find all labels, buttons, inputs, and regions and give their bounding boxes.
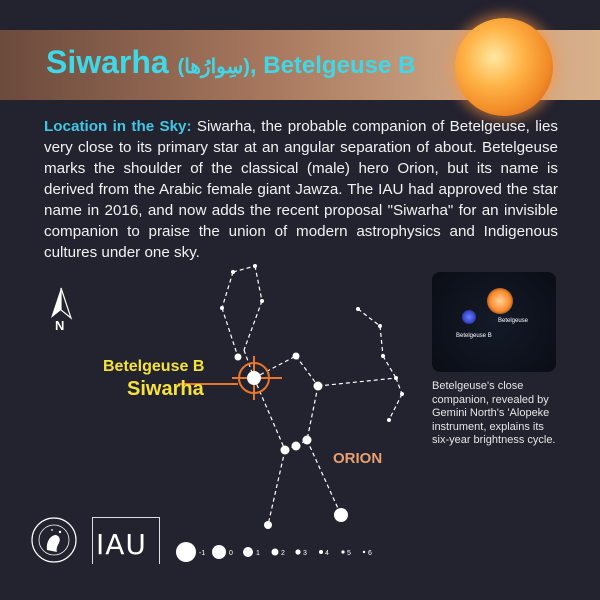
inset-label-betelgeuse: Betelgeuse <box>498 318 529 324</box>
title-arabic: (سِوارُها) <box>177 56 250 78</box>
magnitude-label: 5 <box>347 550 351 557</box>
magnitude-label: 0 <box>229 550 233 557</box>
star <box>231 270 235 274</box>
magnitude-label: 6 <box>368 550 372 557</box>
magnitude-dot <box>212 545 226 559</box>
inset-label-betelgeuse-b: Betelgeuse B <box>456 333 492 339</box>
gemini-inset-image <box>432 272 556 372</box>
location-text: Siwarha, the probable companion of Betelgeuse, lies very close to its primary star at an angular separation of about. Betelgeuse marks the shoulder of the classical (male) hero Orion, but its name is derived from the Arabic female giant Jawza. The IAU had approved the star name in 2016, and now adds the recent proposal "Siwarha" for an invisible companion to praise the union of modern astrophysics and Indigenous cultures under one sky. <box>44 118 558 261</box>
organization-seal-logo <box>30 516 78 564</box>
betelgeuse-b-label: Betelgeuse B <box>103 358 205 375</box>
star <box>356 307 360 311</box>
betelgeuse-b-glow <box>462 310 476 324</box>
star <box>387 418 391 422</box>
star <box>394 376 398 380</box>
star <box>253 264 257 268</box>
inset-caption: Betelgeuse's close companion, revealed by Gemini North's 'Alopeke instrument, explains its six-year brightness cycle. <box>432 380 556 446</box>
magnitude-label: 3 <box>303 550 307 557</box>
star-mintaka <box>303 436 312 445</box>
star <box>260 299 264 303</box>
star-rigel <box>334 508 348 522</box>
magnitude-label: 1 <box>256 550 260 557</box>
constellation-lines <box>222 266 402 525</box>
star-saiph <box>264 521 272 529</box>
star-betelgeuse <box>247 371 261 385</box>
iau-logo-text: IAU <box>96 528 147 561</box>
star <box>314 382 323 391</box>
orion-stars <box>220 264 404 529</box>
betelgeuse-glow <box>487 288 513 314</box>
magnitude-dot <box>319 550 323 554</box>
orion-label: ORION <box>333 450 383 467</box>
star <box>220 306 224 310</box>
magnitude-scale <box>172 540 387 566</box>
magnitude-dot <box>272 549 279 556</box>
star <box>381 354 385 358</box>
magnitude-dot <box>363 551 365 553</box>
title-main: Siwarha <box>46 44 169 80</box>
magnitude-label: -1 <box>199 550 206 557</box>
star-alnilam <box>292 442 301 451</box>
star <box>400 392 404 396</box>
title-rest: , Betelgeuse B <box>249 52 416 79</box>
location-label: Location in the Sky: <box>44 118 192 135</box>
magnitude-dot <box>341 550 344 553</box>
magnitude-label: 4 <box>325 550 329 557</box>
star-bellatrix <box>293 353 300 360</box>
star <box>378 324 382 328</box>
magnitude-dot <box>243 547 253 557</box>
siwarha-label: Siwarha <box>127 378 204 400</box>
star <box>235 354 242 361</box>
north-label: N <box>55 318 65 333</box>
star-alnitak <box>281 446 290 455</box>
magnitude-dot <box>176 542 196 562</box>
magnitude-dot <box>295 549 300 554</box>
magnitude-label: 2 <box>281 550 285 557</box>
